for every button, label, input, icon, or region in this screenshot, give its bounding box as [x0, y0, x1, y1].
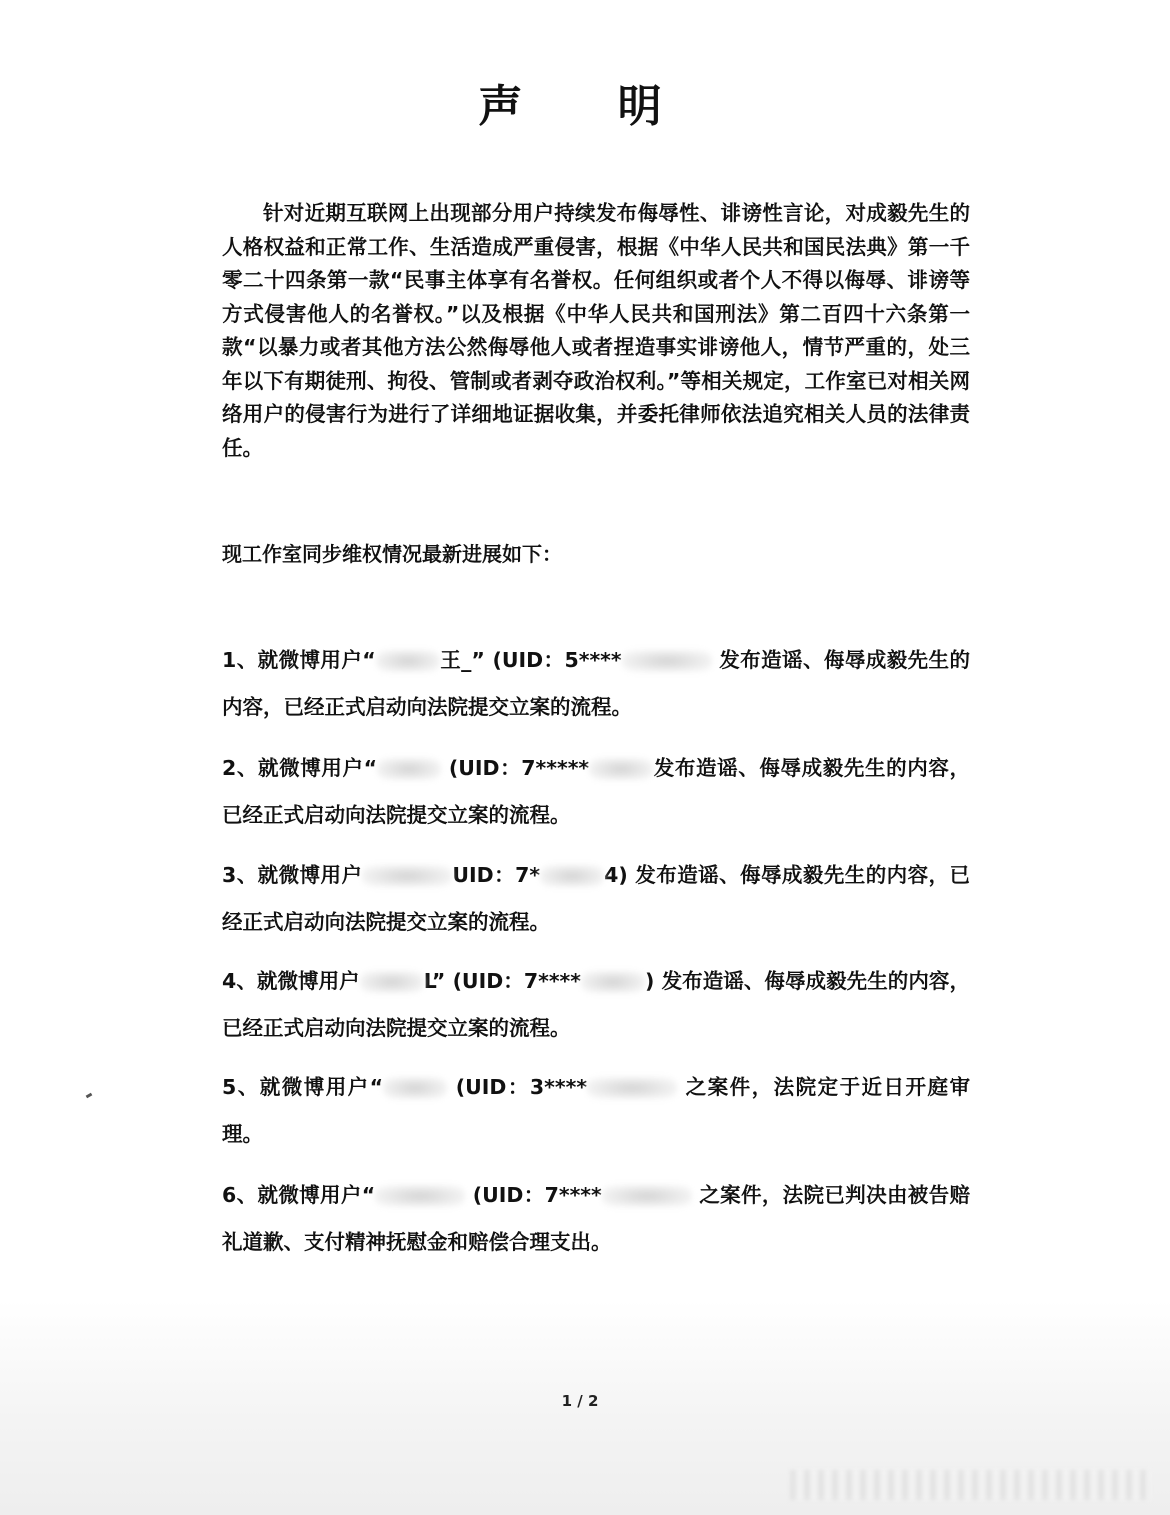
item-suffix: 发布造谣、侮辱成毅先生的内容，已经正式启动向法院提交立案的流程。	[222, 756, 971, 827]
list-item	[222, 958, 970, 1052]
scan-smudge	[790, 1470, 1150, 1500]
item-prefix: 1、就微博用户“	[222, 648, 376, 672]
item-uid: (UID：3****	[455, 1075, 588, 1099]
item-suffix: 之案件，法院定于近日开庭审理。	[222, 1075, 970, 1146]
list-item	[222, 637, 970, 731]
item-prefix: 3、就微博用户	[222, 863, 363, 887]
redacted-uid	[602, 1185, 692, 1207]
list-item	[222, 852, 970, 946]
redacted-username	[383, 1077, 447, 1099]
item-uid: (UID：7*****	[448, 756, 590, 780]
item-suffix: 发布造谣、侮辱成毅先生的内容，已经正式启动向法院提交立案的流程。	[222, 648, 970, 719]
item-prefix: 5、就微博用户“	[222, 1075, 384, 1099]
redacted-uid	[589, 758, 653, 780]
item-uid: (UID：7****	[452, 969, 581, 993]
page-number: 1 / 2	[561, 1392, 599, 1410]
scan-mark	[86, 1093, 93, 1099]
redacted-uid	[622, 650, 712, 672]
redacted-username	[362, 865, 452, 887]
item-prefix: 2、就微博用户“	[222, 756, 378, 780]
redacted-uid	[587, 1077, 677, 1099]
item-suffix: 之案件，法院已判决由被告赔礼道歉、支付精神抚慰金和赔偿合理支出。	[222, 1183, 971, 1254]
item-uid: UID：7*	[452, 863, 541, 887]
list-item	[222, 1172, 970, 1266]
item-prefix: 4、就微博用户	[222, 969, 360, 993]
item-prefix: 6、就微博用户“	[222, 1183, 376, 1207]
progress-heading: 现工作室同步维权情况最新进展如下：	[222, 542, 562, 566]
redacted-username	[375, 1185, 465, 1207]
redacted-username	[360, 971, 424, 993]
redacted-uid	[540, 865, 604, 887]
redacted-uid	[581, 971, 645, 993]
item-uid: (UID：7****	[472, 1183, 602, 1207]
redacted-username	[376, 650, 440, 672]
item-uid: (UID：5****	[492, 648, 622, 672]
list-item	[222, 745, 970, 839]
item-suffix: 4) 发布造谣、侮辱成毅先生的内容，已经正式启动向法院提交立案的流程。	[222, 863, 970, 934]
item-user: 王_”	[439, 648, 485, 672]
document-title: 声 明	[478, 81, 702, 132]
intro-paragraph: 针对近期互联网上出现部分用户持续发布侮辱性、诽谤性言论，对成毅先生的人格权益和正常工作、生活造成严重侵害，根据《中华人民共和国民法典》第一千零二十四条第一款“民事主体享有名誉权。任何组织或者个人不得以侮辱、诽谤等方式侵害他人的名誉权。”以及根据《中华人民共和国刑法》第二百四十六条第一款“以暴力或者其他方法公然侮辱他人或者捏造事实诽谤他人，情节严重的，处三年以下有期徒刑、拘役、管制或者剥夺政治权利。”等相关规定，工作室已对相关网络用户的侵害行为进行了详细地证据收集，并委托律师依法追究相关人员的法律责任。	[222, 201, 970, 460]
item-suffix: ) 发布造谣、侮辱成毅先生的内容，已经正式启动向法院提交立案的流程。	[222, 969, 970, 1040]
item-user: L”	[423, 969, 446, 993]
redacted-username	[377, 758, 441, 780]
list-item	[222, 1064, 970, 1158]
